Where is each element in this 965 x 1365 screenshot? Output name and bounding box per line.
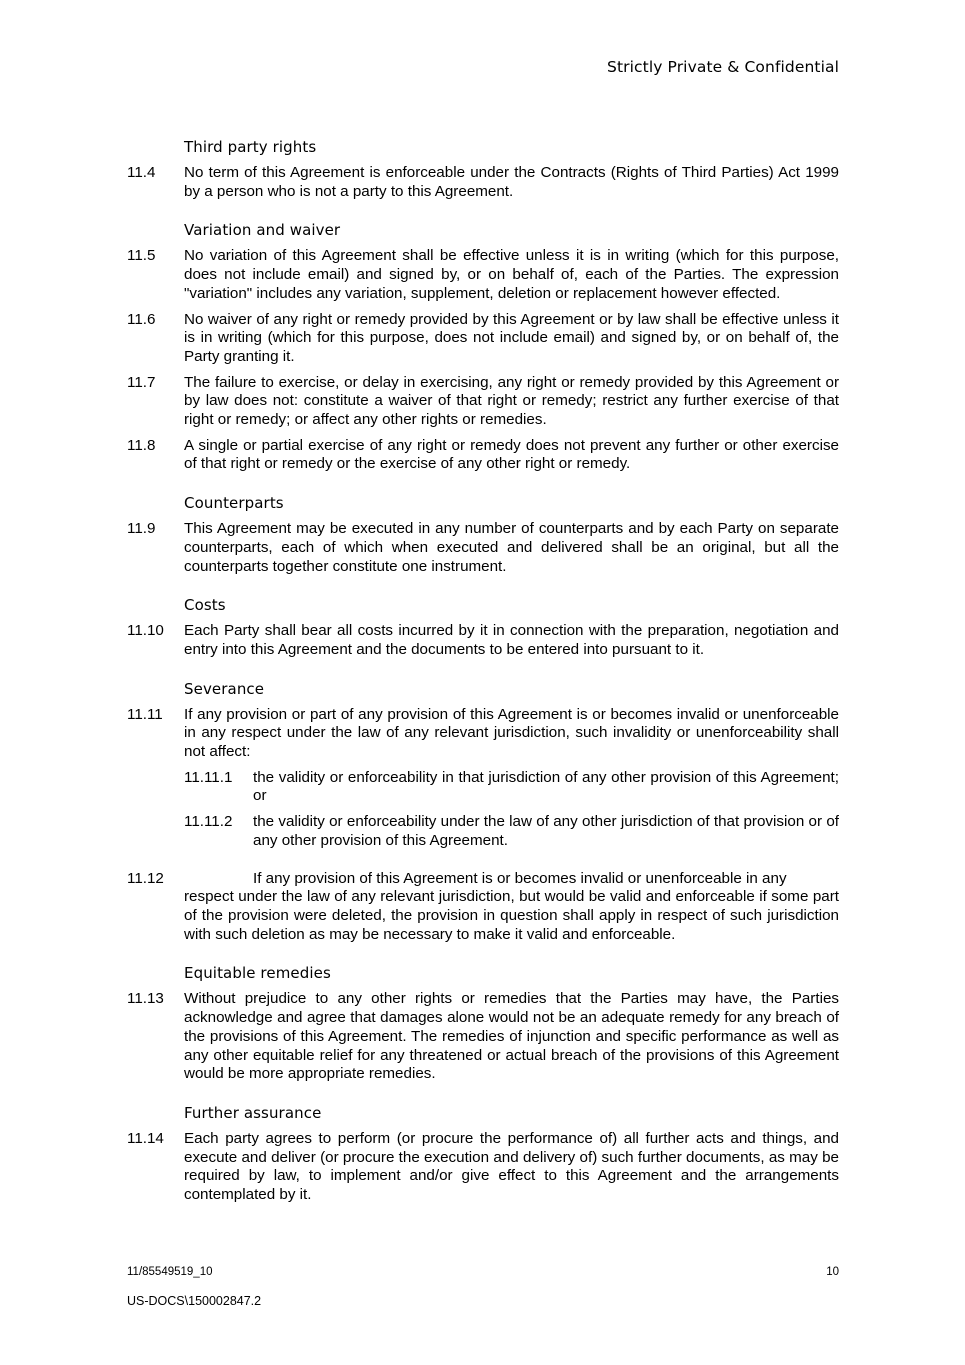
clause-number: 11.7 <box>127 373 156 391</box>
clause-11-8 <box>127 437 839 474</box>
heading-equitable-remedies: Equitable remedies <box>184 964 331 983</box>
clause-number: 11.12 <box>127 869 164 887</box>
clause-text: This Agreement may be executed in any number of counterparts and by each Party on separate counterparts, each of which when executed and delivered shall be an original, but all the counterparts together constitute one instrument. <box>184 520 839 575</box>
clause-text: The failure to exercise, or delay in exercising, any right or remedy provided by this Agreement or by law does not: constitute a waiver of that right or remedy; restrict any further exercise of that right or remedy; or affect any other rights or remedies. <box>184 373 839 429</box>
subclause-text: the validity or enforceability in that jurisdiction of any other provision of this Agreement; or <box>253 768 839 805</box>
confidentiality-header: Strictly Private & Confidential <box>607 58 839 76</box>
subclause-number: 11.11.2 <box>184 813 233 831</box>
heading-third-party-rights: Third party rights <box>184 138 317 156</box>
clause-number: 11.10 <box>127 622 164 640</box>
clause-text: If any provision or part of any provision of this Agreement is or becomes invalid or unenforceable in any respect under the law of any relevant jurisdiction, such invalidity or unenforceability shall not affect: <box>184 705 839 761</box>
clause-text-first-line: If any provision of this Agreement is or becomes invalid or unenforceable in any <box>253 869 787 887</box>
clause-11-12 <box>127 870 839 945</box>
document-body <box>127 138 839 1212</box>
clause-number: 11.8 <box>127 436 156 454</box>
clause-number: 11.6 <box>127 310 156 328</box>
heading-variation-and-waiver: Variation and waiver <box>184 221 341 240</box>
clause-number: 11.13 <box>127 990 164 1008</box>
clause-11-11 <box>127 706 839 762</box>
footer-docs-ref: US-DOCS\150002847.2 <box>127 1294 262 1308</box>
footer-doc-ref: 11/85549519_10 <box>127 1266 213 1278</box>
heading-severance: Severance <box>184 679 265 698</box>
clause-11-10 <box>127 622 839 659</box>
subclause-text: the validity or enforceability under the law of any other jurisdiction of that provision or of any other provision of this Agreement. <box>253 813 839 849</box>
clause-11-5 <box>127 247 839 303</box>
subclause-11-11-1 <box>184 769 839 806</box>
clause-text: Each party agrees to perform (or procure the performance of) all further acts and things, and execute and deliver (or procure the execution and delivery of) such further documents, as may be required by law, to implement and/or give effect to this Agreement and the arrangements contemplated by it. <box>184 1129 839 1204</box>
heading-further-assurance: Further assurance <box>184 1103 322 1122</box>
clause-11-7 <box>127 374 839 430</box>
clause-11-4 <box>127 164 839 201</box>
clause-text: A single or partial exercise of any right or remedy does not prevent any further or other exercise of that right or remedy or the exercise of any other right or remedy. <box>184 436 839 473</box>
clause-number: 11.5 <box>127 247 156 265</box>
clause-number: 11.9 <box>127 520 156 538</box>
subclause-number: 11.11.1 <box>184 768 233 786</box>
clause-number: 11.11 <box>127 705 163 723</box>
page-number: 10 <box>826 1266 839 1278</box>
clause-text: Each Party shall bear all costs incurred by it in connection with the preparation, negotiation and entry into this Agreement and the documents to be entered into pursuant to it. <box>184 622 839 658</box>
subclause-11-11-2 <box>184 813 839 850</box>
clause-11-6 <box>127 311 839 367</box>
clause-number: 11.14 <box>127 1129 164 1147</box>
clause-11-13 <box>127 990 839 1084</box>
clause-text: No term of this Agreement is enforceable under the Contracts (Rights of Third Parties) Act 1999 by a person who is not a party to this Agreement. <box>184 164 839 200</box>
clause-11-9 <box>127 520 839 576</box>
heading-costs: Costs <box>184 596 226 615</box>
clause-text-continued: respect under the law of any relevant jurisdiction, but would be valid and enforceable if some part of the provision were deleted, the provision in question shall apply in respect of such jurisdiction with such deletion as may be necessary to make it valid and enforceable. <box>184 888 839 943</box>
clause-number: 11.4 <box>127 164 156 181</box>
clause-text: No variation of this Agreement shall be effective unless it is in writing (which for this purpose, does not include email) and signed by, or on behalf of, each of the Parties. The expression "variation" includes any variation, supplement, deletion or replacement however effected. <box>184 247 839 302</box>
clause-text: Without prejudice to any other rights or remedies that the Parties may have, the Parties acknowledge and agree that damages alone would not be an adequate remedy for any breach of the provisions of this Agreement. The remedies of injunction and specific performance as well as any other equitable relief for any threatened or actual breach of the provisions of this Agreement would be more appropriate remedies. <box>184 990 839 1083</box>
heading-counterparts: Counterparts <box>184 494 284 513</box>
clause-11-14 <box>127 1130 839 1205</box>
clause-text: No waiver of any right or remedy provided by this Agreement or by law shall be effective unless it is in writing (which for this purpose, does not include email) and signed by, or on behalf of, the Party granting it. <box>184 310 839 365</box>
